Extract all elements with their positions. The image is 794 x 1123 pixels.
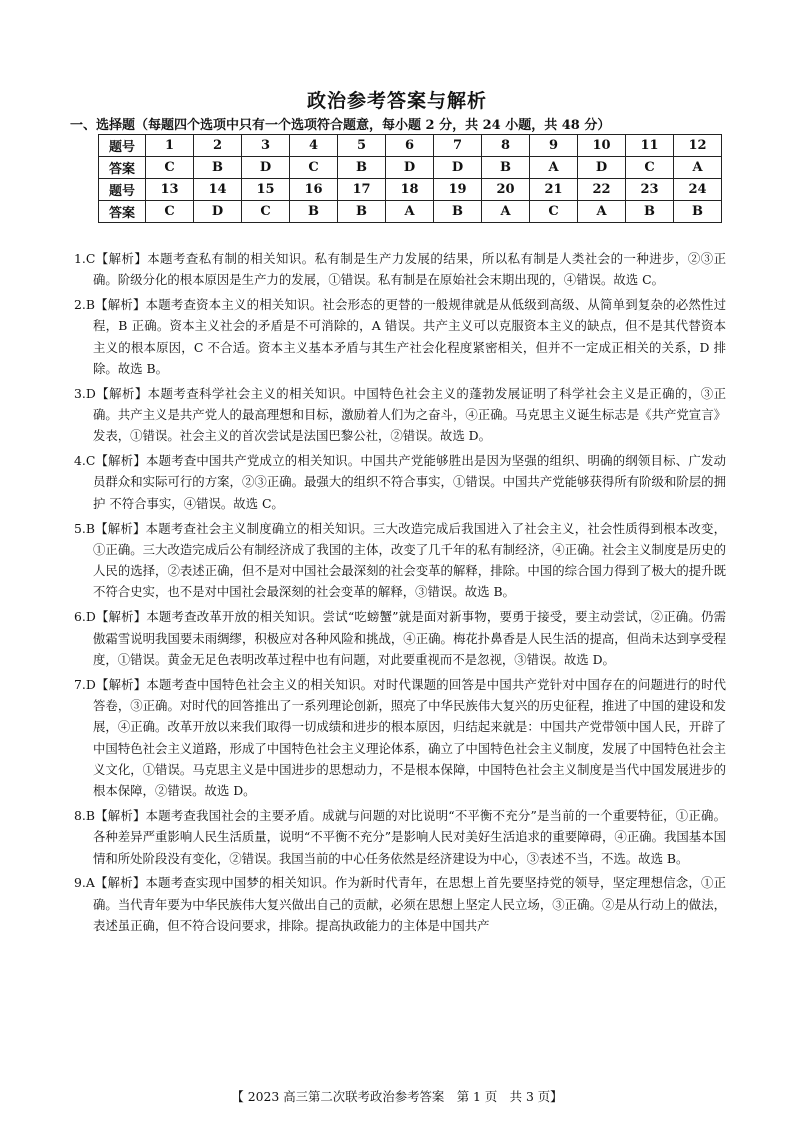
row-label: 题号 xyxy=(99,135,146,157)
question-number-cell: 10 xyxy=(578,135,626,157)
answer-cell: B xyxy=(290,201,338,223)
row-label: 答案 xyxy=(99,157,146,179)
question-number-cell: 11 xyxy=(626,135,674,157)
answer-cell: A xyxy=(482,201,530,223)
question-number-cell: 19 xyxy=(434,179,482,201)
question-number-cell: 8 xyxy=(482,135,530,157)
explanation-item: 2.B【解析】本题考查资本主义的相关知识。社会形态的更替的一般规律就是从低级到高级、从简单到复杂的必然性过程，B 正确。资本主义社会的矛盾是不可消除的，A 错误。共产主义可以克服资本主义的缺点，但不是其代替资本主义的根本原因，C 不合适。资本主义基本矛盾与其生产社会化程度紧密相关，但并不一定成正相关的关系，D 排除。故选 B。 xyxy=(74,297,726,376)
explanation-list xyxy=(74,248,726,940)
answer-cell: B xyxy=(482,157,530,179)
answer-cell: B xyxy=(338,201,386,223)
explanation-item: 5.B【解析】本题考查社会主义制度确立的相关知识。三大改造完成后我国进入了社会主义，社会性质得到根本改变，①正确。三大改造完成后公有制经济成了我国的主体，改变了几千年的私有制经济，④正确。社会主义制度是历史的人民的选择，②表述正确，但不是对中国社会最深刻的社会变革的解释，排除。中国的综合国力得到了极大的提升既不符合史实，也不是对中国社会最深刻的社会变革的解释，③错误。故选 B。 xyxy=(74,520,726,600)
explanation-item: 6.D【解析】本题考查改革开放的相关知识。尝试“吃螃蟹”就是面对新事物，要勇于接受，要主动尝试，②正确。仍需傲霜雪说明我国要未雨绸缪，积极应对各种风险和挑战，④正确。梅花扑鼻香是人民生活的提高，但尚未达到享受程度，①错误。黄金无足色表明改革过程中也有问题，对此要重视而不是忽视，③错误。故选 D。 xyxy=(74,609,726,667)
question-number-cell: 14 xyxy=(194,179,242,201)
answer-cell: D xyxy=(242,157,290,179)
section-heading: 一、选择题（每题四个选项中只有一个选项符合题意，每小题 2 分，共 24 小题，共 48 分） xyxy=(70,118,611,133)
question-number-cell: 3 xyxy=(242,135,290,157)
question-number-cell: 16 xyxy=(290,179,338,201)
question-number-cell: 9 xyxy=(530,135,578,157)
question-number-cell: 17 xyxy=(338,179,386,201)
explanation-item: 3.D【解析】本题考查科学社会主义的相关知识。中国特色社会主义的蓬勃发展证明了科学社会主义是正确的，③正确。共产主义是共产党人的最高理想和目标，激励着人们为之奋斗，④正确。马克思主义诞生标志是《共产党宣言》发表，①错误。社会主义的首次尝试是法国巴黎公社，②错误。故选 D。 xyxy=(74,385,726,444)
question-number-cell: 15 xyxy=(242,179,290,201)
question-number-row xyxy=(99,179,722,201)
question-number-cell: 23 xyxy=(626,179,674,201)
answer-cell: B xyxy=(338,157,386,179)
answer-cell: C xyxy=(146,201,194,223)
row-label: 答案 xyxy=(99,201,146,223)
question-number-cell: 20 xyxy=(482,179,530,201)
question-number-cell: 21 xyxy=(530,179,578,201)
answer-cell: A xyxy=(386,201,434,223)
question-number-cell: 7 xyxy=(434,135,482,157)
answer-cell: C xyxy=(626,157,674,179)
answer-cell: C xyxy=(242,201,290,223)
explanation-item: 1.C【解析】本题考查私有制的相关知识。私有制是生产力发展的结果，所以私有制是人类社会的一种进步，②③正确。阶级分化的根本原因是生产力的发展，①错误。私有制是在原始社会末期出现的，④错误。故选 C。 xyxy=(74,251,726,288)
question-number-cell: 4 xyxy=(290,135,338,157)
question-number-row xyxy=(99,135,722,157)
answer-cell: B xyxy=(194,157,242,179)
question-number-cell: 6 xyxy=(386,135,434,157)
answer-row xyxy=(99,157,722,179)
page-title: 政治参考答案与解析 xyxy=(306,90,487,112)
question-number-cell: 18 xyxy=(386,179,434,201)
question-number-cell: 22 xyxy=(578,179,626,201)
explanation-item: 4.C【解析】本题考查中国共产党成立的相关知识。中国共产党能够胜出是因为坚强的组织、明确的纲领目标、广发动员群众和实际可行的方案，②③正确。最强大的组织不符合事实，①错误。中国共产党能够获得所有阶级和阶层的拥护 不符合事实，④错误。故选 C。 xyxy=(74,453,726,511)
answer-cell: B xyxy=(674,201,722,223)
answer-cell: A xyxy=(674,157,722,179)
question-number-cell: 2 xyxy=(194,135,242,157)
answer-cell: C xyxy=(146,157,194,179)
answer-cell: D xyxy=(386,157,434,179)
row-label: 题号 xyxy=(99,179,146,201)
answer-cell: C xyxy=(530,201,578,223)
question-number-cell: 12 xyxy=(674,135,722,157)
question-number-cell: 24 xyxy=(674,179,722,201)
page-footer: 【 2023 高三第二次联考政治参考答案 第 1 页 共 3 页】 xyxy=(231,1089,563,1104)
answer-cell: D xyxy=(578,157,626,179)
answer-cell: A xyxy=(530,157,578,179)
question-number-cell: 5 xyxy=(338,135,386,157)
explanation-item: 9.A【解析】本题考查实现中国梦的相关知识。作为新时代青年，在思想上首先要坚持党的领导，坚定理想信念，①正确。当代青年要为中华民族伟大复兴做出自己的贡献，必须在思想上坚定人民立场，③正确。②是从行动上的做法，表述虽正确，但不符合设问要求，排除。提高执政能力的主体是中国共产 xyxy=(74,875,726,933)
answer-cell: D xyxy=(194,201,242,223)
answer-cell: B xyxy=(626,201,674,223)
question-number-cell: 1 xyxy=(146,135,194,157)
answer-cell: B xyxy=(434,201,482,223)
question-number-cell: 13 xyxy=(146,179,194,201)
answer-row xyxy=(99,201,722,223)
answer-cell: A xyxy=(578,201,626,223)
explanation-item: 8.B【解析】本题考查我国社会的主要矛盾。成就与问题的对比说明“不平衡不充分”是当前的一个重要特征，①正确。各种差异严重影响人民生活质量，说明“不平衡不充分”是影响人民对美好生活追求的重要障碍，④正确。我国基本国情和所处阶段没有变化，②错误。我国当前的中心任务依然是经济建设为中心，③表述不当，不选。故选 B。 xyxy=(74,807,726,866)
explanation-item: 7.D【解析】本题考查中国特色社会主义的相关知识。对时代课题的回答是中国共产党针对中国存在的问题进行的时代答卷，③正确。对时代的回答推出了一系列理论创新，照亮了中华民族伟大复兴的历史征程，推进了中国的建设和发展，④正确。改革开放以来我们取得一切成绩和进步的根本原因，归结起来就是：中国共产党带领中国人民，开辟了中国特色社会主义道路，形成了中国特色社会主义理论体系，确立了中国特色社会主义制度，发展了中国特色社会主义文化，①错误。马克思主义是中国进步的思想动力，不是根本保障，中国特色社会主义制度是当代中国发展进步的根本保障，②错误。故选 D。 xyxy=(74,676,726,799)
answer-cell: C xyxy=(290,157,338,179)
answer-table xyxy=(98,134,722,223)
answer-cell: D xyxy=(434,157,482,179)
